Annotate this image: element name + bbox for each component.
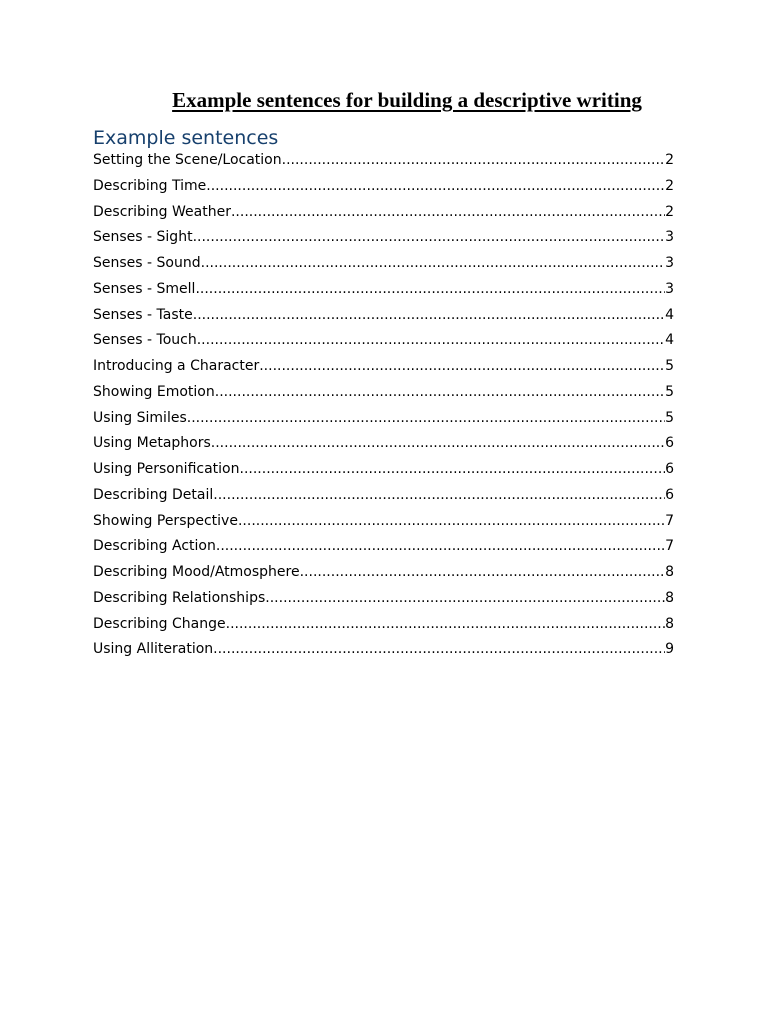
toc-entry-page-number: 5 xyxy=(665,409,674,426)
toc-entry[interactable] xyxy=(93,561,674,587)
toc-dot-leader xyxy=(201,252,665,274)
toc-entry[interactable] xyxy=(93,587,674,613)
toc-entry-label: Using Similes xyxy=(93,409,187,426)
toc-entry[interactable] xyxy=(93,613,674,639)
toc-dot-leader xyxy=(193,304,665,326)
toc-entry-label: Describing Detail xyxy=(93,486,214,503)
toc-entry-label: Using Alliteration xyxy=(93,641,214,658)
toc-entry[interactable] xyxy=(93,458,674,484)
document-title: Example sentences for building a descriptive writing xyxy=(172,88,642,112)
toc-dot-leader xyxy=(216,535,665,557)
toc-entry[interactable] xyxy=(93,355,674,381)
toc-entry-label: Describing Change xyxy=(93,615,226,632)
toc-dot-leader xyxy=(213,484,665,506)
toc-entry-page-number: 8 xyxy=(665,564,674,580)
table-of-contents xyxy=(93,149,674,664)
toc-dot-leader xyxy=(215,381,665,403)
toc-entry-page-number: 6 xyxy=(665,461,674,477)
toc-dot-leader xyxy=(211,432,665,454)
toc-entry[interactable] xyxy=(93,432,674,458)
toc-entry-page-number: 3 xyxy=(665,255,674,271)
toc-entry[interactable] xyxy=(93,226,674,252)
toc-entry-page-number: 5 xyxy=(665,383,674,400)
toc-entry[interactable] xyxy=(93,149,674,175)
toc-dot-leader xyxy=(187,407,665,429)
toc-entry-page-number: 4 xyxy=(665,306,674,323)
toc-entry[interactable] xyxy=(93,329,674,355)
toc-entry[interactable] xyxy=(93,510,674,536)
toc-entry-page-number: 2 xyxy=(665,177,674,194)
toc-dot-leader xyxy=(300,561,665,583)
toc-entry-label: Using Metaphors xyxy=(93,435,211,452)
toc-entry[interactable] xyxy=(93,381,674,407)
toc-dot-leader xyxy=(265,587,665,609)
toc-dot-leader xyxy=(197,329,665,351)
toc-entry[interactable] xyxy=(93,304,674,330)
toc-entry-label: Using Personification xyxy=(93,461,240,477)
toc-entry-label: Describing Mood/Atmosphere xyxy=(93,564,300,580)
toc-entry-page-number: 2 xyxy=(665,203,674,220)
toc-entry-label: Senses - Touch xyxy=(93,332,197,349)
toc-dot-leader xyxy=(213,638,665,660)
toc-entry-label: Senses - Sight xyxy=(93,229,193,246)
toc-entry-label: Describing Relationships xyxy=(93,589,266,606)
toc-entry-page-number: 7 xyxy=(665,512,674,529)
toc-entry-page-number: 8 xyxy=(665,589,674,606)
toc-dot-leader xyxy=(238,510,665,532)
toc-dot-leader xyxy=(206,175,665,197)
toc-dot-leader xyxy=(226,613,665,635)
toc-entry-page-number: 3 xyxy=(665,229,674,246)
toc-entry[interactable] xyxy=(93,278,674,304)
toc-entry[interactable] xyxy=(93,638,674,664)
toc-entry-page-number: 9 xyxy=(665,641,674,658)
toc-entry[interactable] xyxy=(93,175,674,201)
toc-entry-label: Senses - Smell xyxy=(93,280,196,297)
toc-entry-label: Describing Time xyxy=(93,177,207,194)
toc-dot-leader xyxy=(195,278,665,300)
toc-entry[interactable] xyxy=(93,407,674,433)
toc-dot-leader xyxy=(282,149,665,171)
toc-entry-label: Showing Emotion xyxy=(93,383,215,400)
toc-dot-leader xyxy=(240,458,666,480)
toc-dot-leader xyxy=(193,226,666,248)
toc-heading: Example sentences xyxy=(93,127,279,149)
toc-entry-page-number: 6 xyxy=(665,435,674,452)
toc-entry-label: Setting the Scene/Location xyxy=(93,152,282,168)
toc-entry-label: Introducing a Character xyxy=(93,358,260,374)
toc-dot-leader xyxy=(231,201,665,223)
toc-entry-label: Describing Action xyxy=(93,538,216,555)
toc-entry[interactable] xyxy=(93,252,674,278)
toc-entry-label: Describing Weather xyxy=(93,203,231,220)
toc-entry[interactable] xyxy=(93,535,674,561)
toc-entry-page-number: 5 xyxy=(665,358,674,374)
toc-entry-page-number: 3 xyxy=(665,280,674,297)
toc-entry[interactable] xyxy=(93,484,674,510)
toc-entry-page-number: 4 xyxy=(665,332,674,349)
toc-entry-page-number: 7 xyxy=(665,538,674,555)
toc-dot-leader xyxy=(259,355,665,377)
toc-entry-label: Senses - Sound xyxy=(93,255,201,271)
toc-entry-label: Senses - Taste xyxy=(93,306,193,323)
toc-entry-page-number: 8 xyxy=(665,615,674,632)
toc-entry[interactable] xyxy=(93,201,674,227)
toc-entry-page-number: 2 xyxy=(665,152,674,168)
toc-entry-page-number: 6 xyxy=(665,486,674,503)
toc-entry-label: Showing Perspective xyxy=(93,512,238,529)
